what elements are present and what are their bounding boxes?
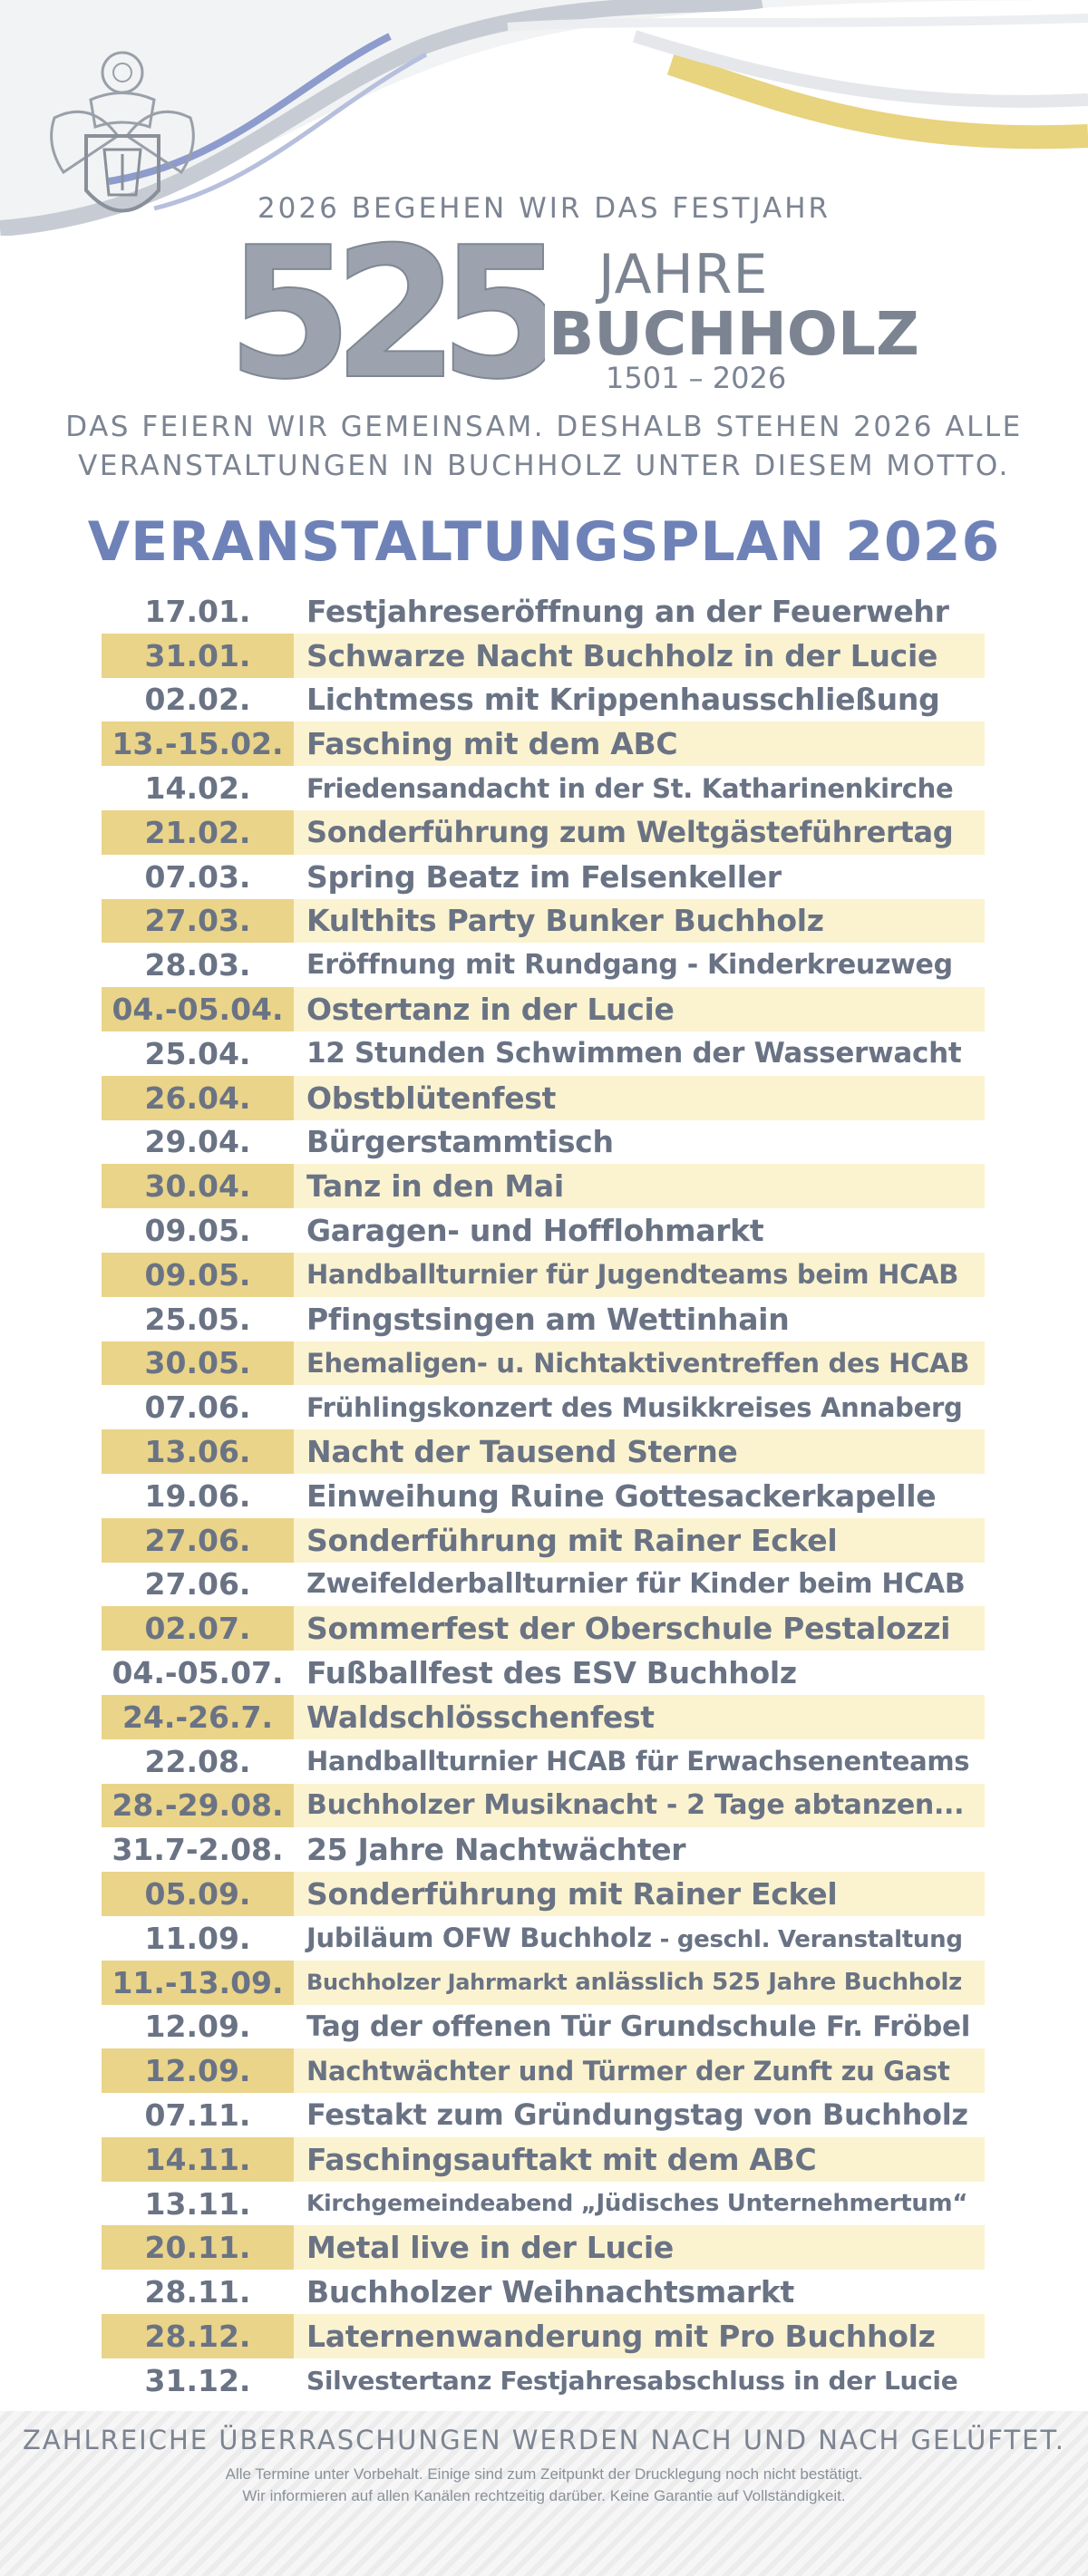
event-date: 14.11. [102, 2137, 294, 2182]
event-title-cell [294, 726, 677, 761]
year-range: 1501 – 2026 [606, 361, 787, 395]
intro-line-1: DAS FEIERN WIR GEMEINSAM. DESHALB STEHEN 2026 ALLE [65, 411, 1023, 443]
event-row [102, 1253, 985, 1297]
event-date: 11.-13.09. [102, 1961, 294, 2005]
event-date: 29.04. [144, 1124, 251, 1160]
event-title-cell [294, 1523, 837, 1558]
event-title: Fasching mit dem ABC [306, 726, 678, 762]
town-name: BUCHHOLZ [549, 299, 919, 369]
event-row [102, 2005, 985, 2049]
event-row [102, 2093, 985, 2137]
event-row [102, 589, 985, 634]
event-title: Jubiläum OFW Buchholz [306, 1922, 652, 1954]
event-title-cell [294, 1168, 564, 1204]
jahre-label: JAHRE [598, 243, 769, 306]
event-title: Buchholzer Musiknacht - 2 Tage abtanzen... [306, 1789, 965, 1822]
event-date: 26.04. [102, 1076, 294, 1120]
event-title-cell [294, 2274, 794, 2310]
event-title: Zweifelderballturnier für Kinder beim HCAB [306, 1568, 966, 1601]
event-title: Friedensandacht in der St. Katharinenkirche [306, 772, 954, 804]
event-date: 25.04. [144, 1035, 251, 1071]
event-title-cell [294, 1037, 961, 1070]
event-row [102, 1120, 985, 1165]
event-title: Einweihung Ruine Gottesackerkapelle [306, 1477, 937, 1514]
event-row [102, 1474, 985, 1518]
event-title-cell [294, 1655, 797, 1690]
event-title-cell [294, 2142, 816, 2177]
event-date: 02.02. [144, 682, 251, 718]
event-title-cell [294, 2366, 957, 2396]
event-list [102, 589, 985, 2403]
event-row [102, 2270, 985, 2314]
event-date: 19.06. [144, 1477, 251, 1514]
event-title-cell [294, 2097, 968, 2132]
event-title: Festakt zum Gründungstag von Buchholz [306, 2097, 968, 2133]
event-date: 14.02. [144, 770, 251, 807]
event-date: 09.05. [144, 1213, 251, 1249]
event-title: Obstblütenfest [306, 1080, 557, 1116]
event-date: 07.03. [144, 858, 251, 895]
event-title-cell [294, 2190, 967, 2217]
event-title-cell [294, 2319, 935, 2354]
event-title: Schwarze Nacht Buchholz in der Lucie [306, 637, 938, 673]
event-row [102, 766, 985, 810]
event-date: 24.-26.7. [102, 1695, 294, 1739]
event-date: 13.06. [102, 1429, 294, 1474]
surprises-text: ZAHLREICHE ÜBERRASCHUNGEN WERDEN NACH UND NACH GELÜFTET. [23, 2425, 1065, 2455]
event-title: Festjahreseröffnung an der Feuerwehr [306, 593, 949, 629]
event-title-cell [294, 1434, 738, 1469]
event-note: „Jüdisches Unternehmertum“ [572, 2190, 968, 2218]
event-row [102, 1208, 985, 1253]
event-title: Nacht der Tausend Sterne [306, 1434, 738, 1470]
event-title: Faschingsauftakt mit dem ABC [306, 2141, 817, 2177]
event-row [102, 2048, 985, 2093]
event-row [102, 899, 985, 944]
event-title: Buchholzer Weihnachtsmarkt [306, 2274, 795, 2310]
event-title-cell [294, 1876, 837, 1912]
event-title-cell [294, 1746, 969, 1777]
event-title: Nachtwächter und Türmer der Zunft zu Gast [306, 2055, 950, 2087]
event-row [102, 1297, 985, 1341]
event-row [102, 1872, 985, 1916]
tagline: 2026 BEGEHEN WIR DAS FESTJAHR [257, 192, 831, 225]
event-title: Waldschlösschenfest [306, 1699, 655, 1735]
event-title: Frühlingskonzert des Musikkreises Annaberg [306, 1391, 963, 1423]
disclaimer-line-1: Alle Termine unter Vorbehalt. Einige sind zum Zeitpunkt der Drucklegung noch nicht bestätigt. [225, 2465, 863, 2483]
event-row [102, 1695, 985, 1739]
event-title-cell [294, 1080, 556, 1116]
event-title-cell [294, 2056, 950, 2087]
event-title-cell [294, 815, 953, 849]
event-date: 28.-29.08. [102, 1784, 294, 1828]
event-title: Tag der offenen Tür Grundschule Fr. Fröbel [306, 2009, 971, 2043]
event-title: Sommerfest der Oberschule Pestalozzi [306, 1611, 951, 1647]
event-date: 21.02. [102, 810, 294, 855]
event-title-cell [294, 682, 939, 717]
event-row [102, 2182, 985, 2226]
event-date: 13.-15.02. [102, 721, 294, 766]
event-title: Kirchgemeindeabend [306, 2190, 573, 2217]
event-date: 31.7-2.08. [112, 1832, 284, 1868]
event-note: anlässlich 525 Jahre Buchholz [567, 1969, 962, 1997]
event-title: Laternenwanderung mit Pro Buchholz [306, 2318, 936, 2354]
event-date: 20.11. [102, 2225, 294, 2270]
event-row [102, 1164, 985, 1208]
event-title: Ostertanz in der Lucie [306, 992, 675, 1028]
event-date: 22.08. [144, 1743, 251, 1779]
event-title: Sonderführung mit Rainer Eckel [306, 1876, 838, 1912]
event-date: 27.06. [144, 1566, 251, 1603]
event-row [102, 1606, 985, 1651]
event-row [102, 1827, 985, 1872]
event-date: 31.12. [144, 2362, 251, 2398]
event-title: Spring Beatz im Felsenkeller [306, 858, 782, 895]
event-date: 28.03. [144, 947, 251, 983]
event-row [102, 2225, 985, 2270]
event-title: Sonderführung zum Weltgästeführertag [306, 815, 954, 850]
event-date: 07.11. [144, 2097, 251, 2133]
event-title-cell [294, 1969, 962, 1996]
event-row [102, 1031, 985, 1076]
event-title: Silvestertanz Festjahresabschluss in der Lucie [306, 2365, 958, 2396]
event-note: - geschl. Veranstaltung [651, 1926, 963, 1954]
event-title-cell [294, 903, 824, 938]
event-title: Kulthits Party Bunker Buchholz [306, 903, 824, 939]
plan-heading: VERANSTALTUNGSPLAN 2026 [87, 510, 1001, 574]
event-title-cell [294, 1922, 963, 1953]
event-date: 25.05. [144, 1301, 251, 1337]
event-title-cell [294, 1392, 962, 1423]
event-title-cell [294, 1700, 655, 1735]
event-date: 05.09. [102, 1872, 294, 1916]
event-title-cell [294, 949, 953, 981]
event-row [102, 1784, 985, 1828]
disclaimer [0, 2464, 1088, 2507]
event-date: 31.01. [102, 634, 294, 678]
event-title: Bürgerstammtisch [306, 1124, 614, 1160]
event-row [102, 1651, 985, 1695]
event-date: 30.04. [102, 1164, 294, 1208]
event-title-cell [294, 1832, 685, 1867]
anniversary-number: 525 [227, 237, 546, 392]
event-title-cell [294, 1789, 964, 1821]
event-title-cell [294, 2010, 970, 2043]
event-title: Handballturnier HCAB für Erwachsenenteams [306, 1746, 970, 1777]
event-title: Ehemaligen- u. Nichtaktiventreffen des HCAB [306, 1347, 970, 1379]
event-row [102, 2137, 985, 2182]
event-row [102, 1563, 985, 1607]
intro-text [0, 408, 1088, 486]
event-row [102, 634, 985, 678]
event-row [102, 721, 985, 766]
event-title-cell [294, 1259, 958, 1290]
event-date: 04.-05.04. [102, 987, 294, 1031]
event-date: 11.09. [144, 1920, 251, 1956]
event-title-cell [294, 1302, 789, 1337]
event-row [102, 1429, 985, 1474]
event-row [102, 1518, 985, 1563]
event-title-cell [294, 1611, 950, 1646]
event-title: Garagen- und Hofflohmarkt [306, 1213, 764, 1249]
event-title-cell [294, 859, 782, 895]
event-title: Buchholzer Jahrmarkt [306, 1970, 568, 1996]
disclaimer-line-2: Wir informieren auf allen Kanälen rechtzeitig darüber. Keine Garantie auf Vollständigkeit. [242, 2487, 846, 2504]
event-row [102, 810, 985, 855]
event-title: Eröffnung mit Rundgang - Kinderkreuzweg [306, 949, 953, 982]
event-row [102, 1341, 985, 1386]
event-date: 28.12. [102, 2314, 294, 2358]
event-date: 12.09. [102, 2048, 294, 2093]
event-date: 30.05. [102, 1341, 294, 1386]
event-title-cell [294, 992, 675, 1027]
event-title-cell [294, 1568, 965, 1600]
event-title-cell [294, 1213, 763, 1248]
event-title-cell [294, 1348, 969, 1379]
intro-line-2: VERANSTALTUNGEN IN BUCHHOLZ UNTER DIESEM MOTTO. [78, 450, 1010, 482]
event-date: 04.-05.07. [112, 1655, 284, 1691]
event-title: Tanz in den Mai [306, 1168, 564, 1205]
event-title: Fußballfest des ESV Buchholz [306, 1655, 797, 1691]
event-title: Lichtmess mit Krippenhausschließung [306, 682, 940, 718]
event-title-cell [294, 1124, 614, 1159]
event-row [102, 1961, 985, 2005]
event-date: 13.11. [144, 2185, 251, 2222]
event-row [102, 1076, 985, 1120]
event-title: Pfingstsingen am Wettinhain [306, 1301, 790, 1337]
event-title: Metal live in der Lucie [306, 2230, 675, 2266]
event-title: 25 Jahre Nachtwächter [306, 1832, 686, 1868]
event-row [102, 855, 985, 899]
event-date: 17.01. [144, 593, 251, 629]
event-row [102, 943, 985, 987]
event-date: 09.05. [102, 1253, 294, 1297]
event-date: 28.11. [144, 2274, 251, 2310]
event-row [102, 987, 985, 1031]
event-row [102, 678, 985, 722]
event-date: 07.06. [144, 1390, 251, 1426]
event-row [102, 2314, 985, 2358]
event-date: 27.03. [102, 899, 294, 944]
event-title-cell [294, 1478, 936, 1514]
event-date: 27.06. [102, 1518, 294, 1563]
event-title: 12 Stunden Schwimmen der Wasserwacht [306, 1037, 962, 1070]
event-row [102, 2358, 985, 2403]
event-date: 02.07. [102, 1606, 294, 1651]
event-row [102, 1739, 985, 1784]
event-row [102, 1916, 985, 1961]
event-title-cell [294, 594, 949, 629]
event-title-cell [294, 773, 953, 804]
event-title-cell [294, 638, 937, 673]
event-title-cell [294, 2230, 674, 2265]
event-date: 12.09. [144, 2009, 251, 2045]
event-title: Sonderführung mit Rainer Eckel [306, 1522, 838, 1558]
event-title: Handballturnier für Jugendteams beim HCAB [306, 1259, 959, 1291]
event-row [102, 1385, 985, 1429]
